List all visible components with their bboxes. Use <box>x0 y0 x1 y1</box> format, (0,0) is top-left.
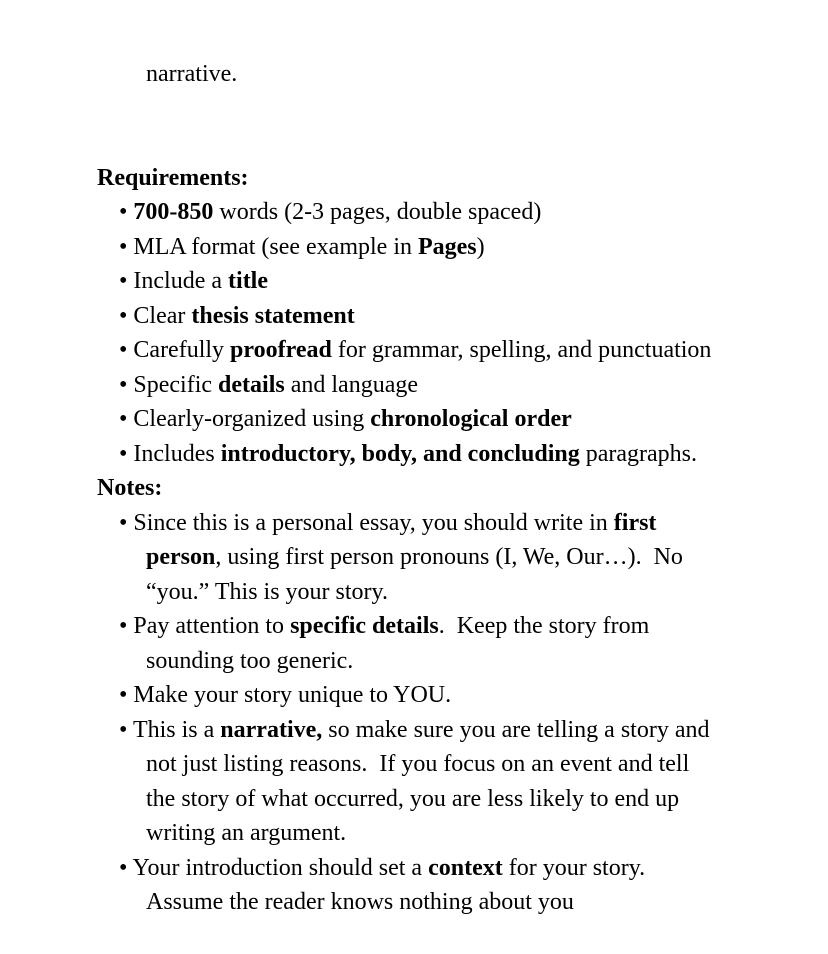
section-heading: Notes: <box>97 475 163 501</box>
bullet-marker: • <box>119 613 134 639</box>
bullet-marker: • <box>119 854 133 881</box>
emphasized-text: title <box>228 268 269 294</box>
list-item <box>97 264 717 299</box>
bullet-marker: • <box>119 268 134 294</box>
emphasized-text: context <box>428 854 503 881</box>
bullet-marker: • <box>119 682 134 708</box>
emphasized-text: thesis statement <box>191 302 355 329</box>
emphasized-text: introductory, body, and concluding <box>220 440 580 467</box>
body-text: . Keep the story from sounding too generic. <box>146 613 656 674</box>
bullet-marker: • <box>119 199 134 225</box>
body-text: This is a <box>132 716 221 743</box>
bullet-marker: • <box>119 406 134 432</box>
body-text: for your story. Assume the reader knows nothing about you <box>146 854 650 915</box>
body-text: Carefully <box>133 337 231 363</box>
body-text: Clearly-organized using <box>133 406 371 432</box>
list-item <box>97 299 717 334</box>
body-text: words (2-3 pages, double spaced) <box>213 199 542 225</box>
list-item <box>97 195 717 230</box>
bullet-marker: • <box>119 371 134 398</box>
emphasized-text: narrative, <box>220 716 323 743</box>
emphasized-text: details <box>218 371 285 398</box>
emphasized-text: proofread <box>230 337 332 363</box>
body-text: and language <box>284 371 418 398</box>
list-item <box>97 713 717 851</box>
emphasized-text: first person <box>146 509 663 570</box>
body-text: Include a <box>133 268 229 294</box>
list-item <box>97 437 717 472</box>
emphasized-text: Pages <box>417 233 477 260</box>
list-item <box>97 333 717 368</box>
body-text: for grammar, spelling, and punctuation <box>331 337 712 363</box>
body-text: Clear <box>133 302 192 329</box>
list-item <box>97 609 717 678</box>
body-text: MLA format (see example in <box>133 233 418 260</box>
list-item <box>97 506 717 610</box>
list-item <box>97 678 717 713</box>
body-text: , using first person pronouns (I, We, Our…). No “you.” This is your story. <box>146 544 689 605</box>
bullet-marker: • <box>119 440 134 467</box>
body-text: Includes <box>133 440 221 467</box>
bullet-marker: • <box>119 337 134 363</box>
list-item <box>97 368 717 403</box>
bullet-marker: • <box>119 302 134 329</box>
bullet-marker: • <box>119 716 133 743</box>
section-heading: Requirements: <box>97 164 249 191</box>
body-text: ) <box>476 233 485 260</box>
emphasized-text: specific details <box>290 613 439 639</box>
emphasized-text: 700-850 <box>133 199 214 225</box>
body-text: so make sure you are telling a story and not just listing reasons. If you focus on an event and tell the story of what occurred, you are less likely to end up writing an argument. <box>146 716 716 846</box>
body-text: Make your story unique to YOU. <box>133 682 452 708</box>
body-text: Since this is a personal essay, you should write in <box>133 509 614 536</box>
partial-line-top: narrative. <box>146 61 238 87</box>
list-item <box>97 851 717 920</box>
body-text: Pay attention to <box>133 613 291 639</box>
list-item <box>97 230 717 265</box>
body-text: Specific <box>133 371 219 398</box>
bullet-marker: • <box>119 233 134 260</box>
document-sections <box>97 161 717 920</box>
list-item <box>97 402 717 437</box>
body-text: Your introduction should set a <box>132 854 429 881</box>
document-body <box>97 0 717 954</box>
emphasized-text: chronological order <box>370 406 572 432</box>
body-text: paragraphs. <box>579 440 697 467</box>
bullet-marker: • <box>119 509 134 536</box>
